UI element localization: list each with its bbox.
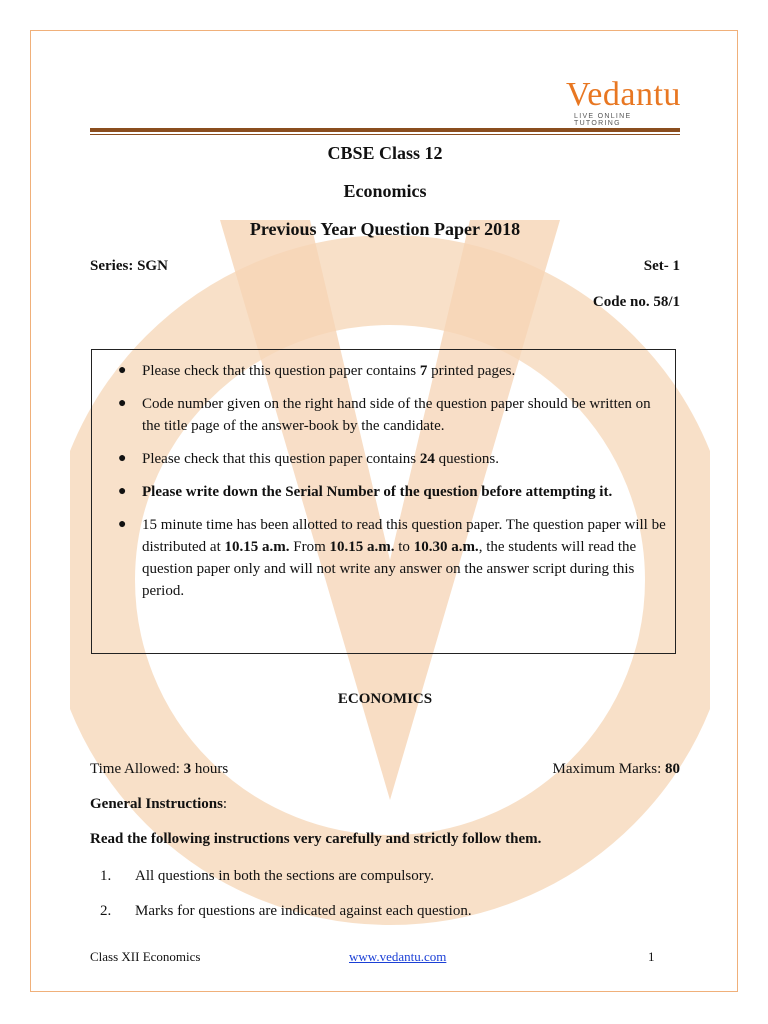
notice-item: ● Please check that this question paper contains 7 printed pages. — [118, 360, 666, 382]
time-allowed: Time Allowed: 3 hours — [90, 761, 229, 777]
set-label: Set- 1 — [643, 258, 680, 274]
list-item: 2. Marks for questions are indicated against each question. — [100, 903, 472, 919]
bullet-icon: ● — [118, 484, 127, 499]
notice-item: ● Please write down the Serial Number of the question before attempting it. — [118, 481, 666, 503]
section-title: ECONOMICS — [337, 691, 433, 707]
read-instructions-line: Read the following instructions very carefully and strictly follow them. — [90, 831, 542, 847]
paper-title: Previous Year Question Paper 2018 — [249, 219, 521, 239]
footer-website-link[interactable]: www.vedantu.com — [349, 949, 447, 964]
general-instructions-heading: General Instructions: — [90, 796, 228, 812]
page-number: 1 — [648, 949, 655, 964]
bullet-icon: ● — [118, 517, 127, 532]
time-marks-row — [90, 761, 680, 778]
notice-box — [91, 349, 676, 654]
vedantu-logo — [566, 76, 681, 127]
code-label: Code no. 58/1 — [592, 294, 680, 310]
header-rule-thin — [90, 134, 680, 135]
header-rule — [90, 128, 680, 132]
logo-wordmark: Vedantu — [566, 76, 681, 113]
notice-item: ● Please check that this question paper contains 24 questions. — [118, 448, 666, 470]
notice-item: ● Code number given on the right hand side of the question paper should be written on the title page of the answer-book by the candidate. — [118, 393, 666, 437]
code-row — [90, 294, 680, 311]
bullet-icon: ● — [118, 363, 127, 378]
notice-item: ● 15 minute time has been allotted to read this question paper. The question paper will be distributed at 10.15 a.m. From 10.15 a.m. to 10.30 a.m., the students will read the question paper only and will not write any answer on the answer script during this period. — [118, 514, 666, 602]
series-label: Series: SGN — [90, 258, 168, 274]
subject-title: Economics — [343, 181, 427, 201]
bullet-icon: ● — [118, 451, 127, 466]
series-row — [90, 258, 680, 275]
logo-tagline: LIVE ONLINE TUTORING — [574, 113, 632, 127]
maximum-marks: Maximum Marks: 80 — [552, 761, 680, 777]
page-title: CBSE Class 12 — [327, 143, 443, 163]
footer-left: Class XII Economics — [90, 949, 201, 964]
bullet-icon: ● — [118, 396, 127, 411]
list-item: 1. All questions in both the sections are compulsory. — [100, 868, 434, 884]
